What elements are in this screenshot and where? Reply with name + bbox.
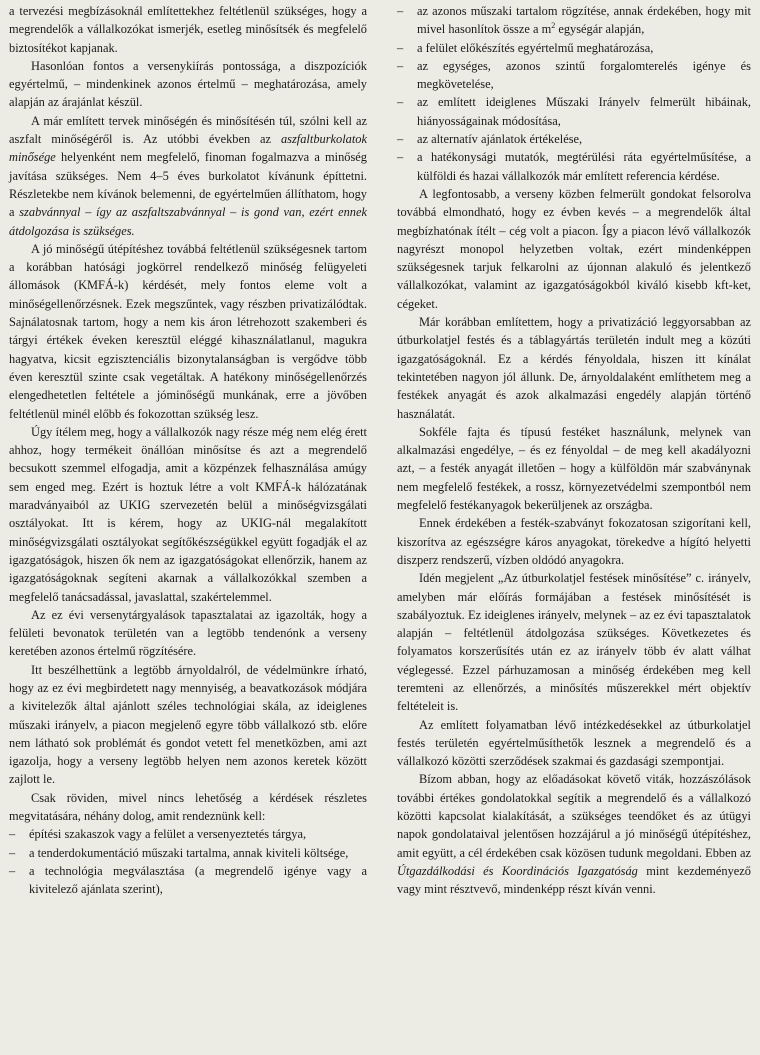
list-item: – építési szakaszok vagy a felület a versenyeztetés tárgya, <box>9 825 367 843</box>
list-item: – az említett ideiglenes Műszaki Irányelv felmerült hibáinak, hiányosságainak módosítása, <box>397 93 751 130</box>
text-run: helyenként nem megfelelő, finoman fogalmazva a minőség javítása szükséges. Nem 4–5 éves burkolatot kívánunk építtetni. Részletekbe nem kívánok belemenni, de egyértelműen állíthatom, hogy a <box>9 150 367 220</box>
paragraph: Az ez évi versenytárgyalások tapasztalatai az igazolták, hogy a felületi bevonatok területén van a legtöbb tendenónk a verseny keretében azonos értelmű rögzítésére. <box>9 607 367 659</box>
paragraph: Ennek érdekében a festék-szabványt fokozatosan szigorítani kell, kiszorítva az egészségre káros anyagokat, törekedve a hígító helyetti diszperz rendszerű, vízben oldódó anyagokra. <box>397 516 751 567</box>
list-item: – a felület előkészítés egyértelmű meghatározása, <box>397 39 751 57</box>
paragraph: Sokféle fajta és típusú festéket használunk, melynek van alkalmazási engedélye, – és ez fényoldal – de meg kell akadályozni azt, – a festék anyagát illetően – hogy a külföldön már szabványnak nem megfelelő festékek, a rossz, környezetvédelmi szempontból nem megfelelő festékanyagok bekerüljenek az országba. <box>397 424 751 513</box>
italic-text: Útgazdálkodási és Koordinációs Igazgatóság <box>397 863 638 878</box>
list-item: – az egységes, azonos szintű forgalomterelés igénye és megkövetelése, <box>397 57 751 94</box>
paragraph: Idén megjelent „Az útburkolatjel festések minősítése” c. irányelv, amelyben már előírás formájában a festések minősítését is szabályoztuk. Ez ideiglenes irányelv, melynek – az ez évi tapasztalatok alapján – feltétlenül átdolgozása szükséges. Következetes és folyamatos korszerűsítés után ez az irányelv több év alatt válhat véglegessé. Ezzel párhuzamosan a minőség érdekében meg kell teremteni az ellenőrzés, a minősítés műszerekkel mért objektív feltételeit is. <box>397 571 751 714</box>
text-run: az azonos műszaki tartalom rögzítése, annak érdekében, hogy mit mivel hasonlítok össze a m <box>417 4 751 37</box>
left-column <box>9 2 367 899</box>
text-run: Bízom abban, hogy az előadásokat követő viták, hozzászólások további értékes gondolatokkal segítik a megrendelő és a vállalkozó közötti kapcsolat kialakítását, a szükséges teendőket és az útügyi napok gondolataival jelentősen hozzájárul a jó minőségű útépítéshez, amit együtt, a cél érdekében csak közösen tudunk megoldani. Ebben az <box>397 772 751 860</box>
paragraph: a tervezési megbízásoknál említettekhez feltétlenül szükséges, hogy a megrendelők a vállalkozókat ismerjék, esetleg minősítsék és megfelelő biztosítékot kapjanak. <box>9 4 367 55</box>
paragraph: A jó minőségű útépítéshez továbbá feltétlenül szükségesnek tartom a korábban hatósági jogkörrel rendelkező minőség felügyeleti állomások (KMFÁ-k) kérdését, mely fontos eleme volt a minőségellenőrzésnek. Ezek megszűntek, vagy részben privatizálódtak. Sajnálatosnak tartom, hogy a nem kis áron létrehozott szakemberi és tárgyi értékek éveken keresztül eléggé kihasználatlanul, magukra hagyatva, kicsit egzisztenciális bizonytalanságban is vergődve több éven keresztül szinte csak vegetáltak. A hatékony minőségellenőrzés elengedhetetlen feltétele a jóminőségű munkának, erre a jövőben feltétlenül minél előbb és fokozottan szükség lesz. <box>9 241 367 421</box>
paragraph: Itt beszélhettünk a legtöbb árnyoldalról, de védelmünkre írható, hogy az ez évi megbirdetett nagy mennyiség, a beavatkozások módjára a kivitelezők által ajánlott széles technológiai skála, az ideiglenes műszaki irányelv, a piacon megjelenő egyre több vállalkozó stb. előre nem látható sok problémát és gondot vetett fel menetközben, ami azt igazolja, hogy a verseny legtöbb helyen nem azonos keretek között zajlott le. <box>9 662 367 787</box>
paragraph: Már korábban említettem, hogy a privatizáció leggyorsabban az útburkolatjel festés és a táblagyártás területén indult meg a közúti igazgatóságoknál. Ez a kérdés fényoldala, hiszen itt kínálat tekintetében nagyon jól állunk. De, árnyoldalaként említhetem meg a festékek anyagát és azok alkalmazási engedély alapján történő használatát. <box>397 315 751 421</box>
italic-text: aszfaltburkolatok minősége <box>9 132 367 165</box>
right-column <box>397 2 751 899</box>
list-item <box>397 2 751 39</box>
paragraph: A legfontosabb, a verseny közben felmerült gondokat felsorolva továbbá elmondható, hogy ez évben kevés – a megrendelők által megbízhatónak ítélt – cég volt a piacon. Így a piacon lévő vállalkozók nagyrészt monopol helyzetben voltak, ezért mindenképpen szükségesnek tarjuk felkarolni az újonnan alakuló és jelentkező vállalkozókat, valamint az igazgatóságokból kiváló kisebb kft-ket, cégeket. <box>397 186 751 311</box>
list-item: – a technológia megválasztása (a megrendelő igénye vagy a kivitelező ajánlata szerint), <box>9 862 367 899</box>
list-item: – a hatékonysági mutatók, megtérülési ráta egyértelműsítése, a külföldi és hazai vállalkozók már említett referencia kérdése. <box>397 148 751 185</box>
paragraph: Csak röviden, mivel nincs lehetőség a kérdések részletes megvitatására, néhány dolog, amit rendeznünk kell: <box>9 790 367 824</box>
text-run: mint kezdeményező vagy mint résztvevő, mindenképp részt kíván venni. <box>397 863 751 897</box>
text-run: egységár alapján, <box>555 22 645 37</box>
paragraph <box>397 770 751 898</box>
paragraph <box>9 112 367 240</box>
list-item: – az alternatív ajánlatok értékelése, <box>397 130 751 148</box>
paragraph: Úgy ítélem meg, hogy a vállalkozók nagy része még nem elég érett ahhoz, hogy termékeit önállóan minősítse és azt a megrendelő becsukott szemmel elfogadja, amit a közpénzek felhasználása amúgy sem enged meg. Ezért is hoztuk létre a volt KMFÁ-k hálózatának maradványaiból az UKIG szervezetén belül a minőségvizsgálati osztályokat. Itt is kérem, hogy az UKIG-nál megalakított minőségvizsgálati osztályokat segítőkészségükkel együtt fogadják el az igazgatóságok, hiszen ők nem az igazgatóságokat ellenőrzik, hanem az igazgatóságoknak segíteni akarnak a vállalkozókkal szemben a megfelelő tanácsadással, javaslattal, szakértelemmel. <box>9 424 367 604</box>
italic-text: szabvánnyal – így az aszfaltszabvánnyal – is gond van, ezért ennek átdolgozása is szükséges. <box>9 205 367 238</box>
paragraph: Hasonlóan fontos a versenykiírás pontossága, a diszpozíciók egyértelmű, – mindenkinek azonos értelmű – meghatározása, amely alapján az árajánlat készül. <box>9 58 367 110</box>
paragraph: Az említett folyamatban lévő intézkedésekkel az útburkolatjel festés területén egyértelműsíthetők lesznek a megrendelő és a vállalkozó közötti szerződések szakmai és gazdasági szempontjai. <box>397 717 751 769</box>
text-run: A már említett tervek minőségén és minősítésén túl, szólni kell az aszfalt minőségéről is. Az utóbbi években az <box>9 113 367 147</box>
superscript: 2 <box>551 21 556 31</box>
list-item: – a tenderdokumentáció műszaki tartalma, annak kiviteli költsége, <box>9 844 367 862</box>
